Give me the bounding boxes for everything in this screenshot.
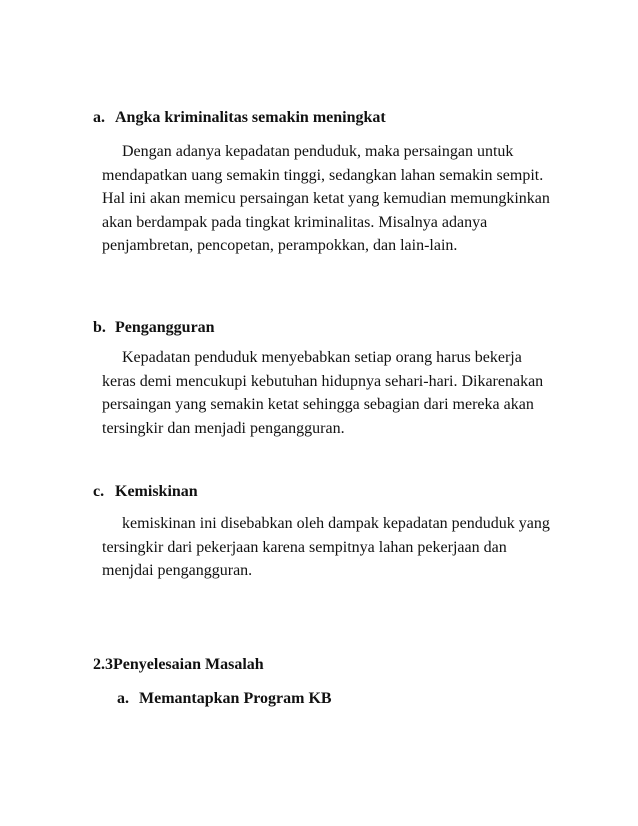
section-b-paragraph: Kepadatan penduduk menyebabkan setiap orang harus bekerja keras demi mencukupi kebutuhan hidupnya sehari-hari. Dikarenakan persaingan yang semakin ketat sehingga sebagian dari mereka akan tersingkir dan menjadi pengangguran. xyxy=(102,349,544,437)
section-a-paragraph: Dengan adanya kepadatan penduduk, maka persaingan untuk mendapatkan uang semakin tinggi, sedangkan lahan semakin sempit. Hal ini akan memicu persaingan ketat yang kemudian memungkinkan akan berdampak pada tingkat kriminalitas. Misalnya adanya penjambretan, pencopetan, perampokkan, dan lain-lain. xyxy=(102,143,550,255)
section-b-heading xyxy=(93,318,215,338)
section-c-title: Kemiskinan xyxy=(115,483,198,500)
section-a-heading xyxy=(93,108,386,128)
subitem-heading xyxy=(117,689,332,709)
subsection-title: Penyelesaian Masalah xyxy=(113,656,264,673)
section-a-marker: a. xyxy=(93,109,105,126)
section-a-title: Angka kriminalitas semakin meningkat xyxy=(115,109,386,126)
section-c-paragraph: kemiskinan ini disebabkan oleh dampak kepadatan penduduk yang tersingkir dari pekerjaan karena sempitnya lahan pekerjaan dan menjdai pengangguran. xyxy=(102,515,550,580)
subitem-title: Memantapkan Program KB xyxy=(139,690,332,707)
section-c-marker: c. xyxy=(93,483,105,500)
subsection-heading xyxy=(93,655,264,675)
subitem-marker: a. xyxy=(117,690,129,707)
section-b-title: Pengangguran xyxy=(115,319,215,336)
section-b-marker: b. xyxy=(93,319,106,336)
subsection-number: 2.3 xyxy=(93,656,113,673)
section-c-heading xyxy=(93,482,198,502)
